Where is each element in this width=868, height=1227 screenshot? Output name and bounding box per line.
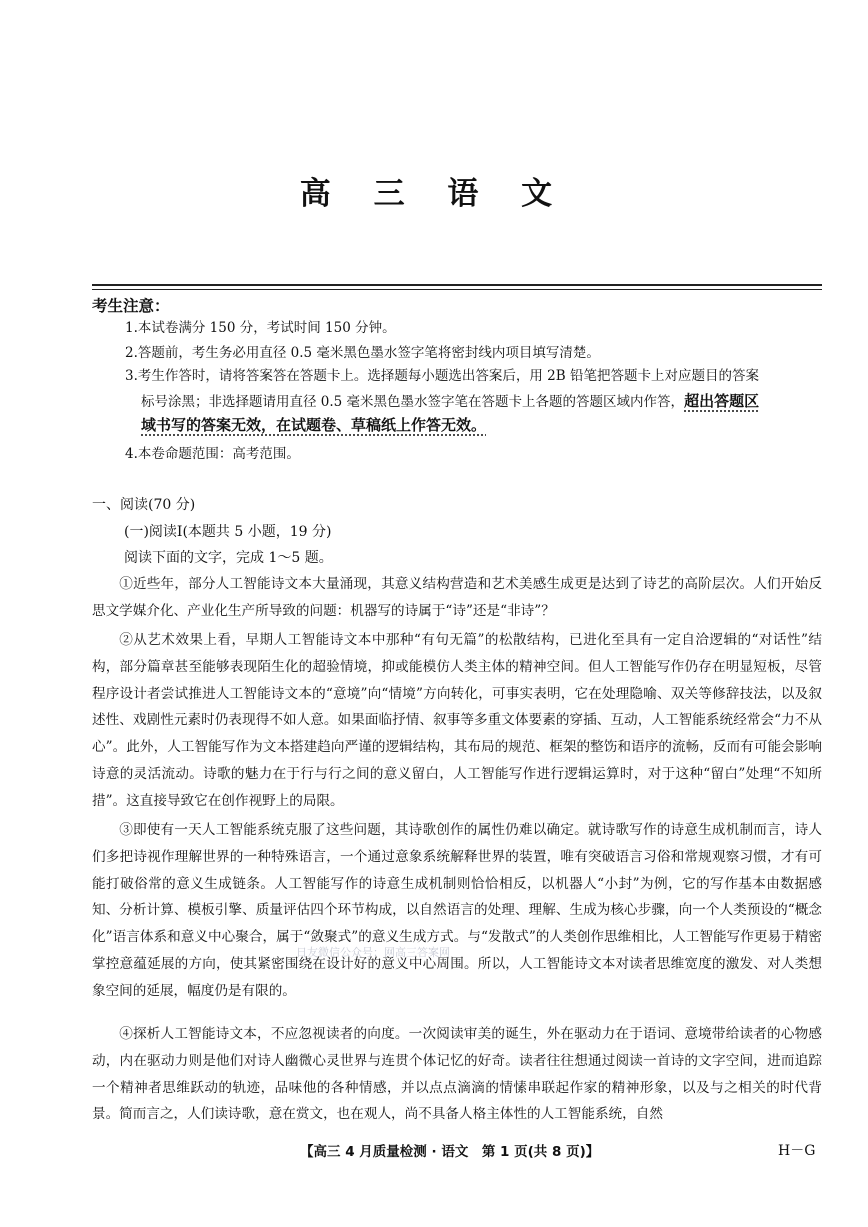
notice-emphasis-1: 超出答题区	[684, 392, 760, 410]
notice-emphasis-2: 域书写的答案无效，在试题卷、草稿纸上作答无效。	[141, 416, 487, 434]
reading-instruction: 阅读下面的文字，完成 1～5 题。	[124, 550, 333, 566]
notice-item-3-line1: 3.考生作答时，请将答案答在答题卡上。选择题每小题选出答案后，用 2B 铅笔把答题卡上对应题目的答案	[125, 368, 759, 384]
page-title: 高 三 语 文	[299, 176, 569, 212]
section-heading: 一、阅读(70 分)	[92, 497, 196, 513]
footer-label: 【高三 4 月质量检测 · 语文 第 1 页(共 8 页)】	[300, 1144, 600, 1160]
notice-item-3-line2	[141, 392, 759, 411]
passage-paragraph-3: ③即使有一天人工智能系统克服了这些问题，其诗歌创作的属性仍难以确定。就诗歌写作的诗意生成机制而言，诗人们多把诗视作理解世界的一种特殊语言，一个通过意象系统解释世界的装置，唯有突破语言习俗和常规观察习惯，才有可能打破俗常的意义生成链条。人工智能写作的诗意生成机制则恰恰相反，以机器人“小封”为例，它的写作基本由数据感知、分析计算、模板引擎、质量评估四个环节构成，以自然语言的处理、理解、生成为核心步骤，向一个人类预设的“概念化”语言体系和意义中心聚合，属于“敛聚式”的意义生成方式。与“发散式”的人类创作思维相比，人工智能写作更易于精密掌控意蕴延展的方向，使其紧密围绕在设计好的意义中心周围。所以，人工智能诗文本对读者思维宽度的激发、对人类想象空间的延展，幅度仍是有限的。	[92, 822, 822, 999]
notice-item-2: 2.答题前，考生务必用直径 0.5 毫米黑色墨水签字笔将密封线内项目填写清楚。	[125, 345, 600, 361]
passage-paragraph-2: ②从艺术效果上看，早期人工智能诗文本中那种“有句无篇”的松散结构，已进化至具有一定自洽逻辑的“对话性”结构，部分篇章甚至能够表现陌生化的超验情境，抑或能模仿人类主体的精神空间。但人工智能写作仍存在明显短板，尽管程序设计者尝试推进人工智能诗文本的“意境”向“情境”方向转化，可事实表明，它在处理隐喻、双关等修辞技法，以及叙述性、戏剧性元素时仍表现得不如人意。如果面临抒情、叙事等多重文体要素的穿插、互动，人工智能系统经常会“力不从心”。此外，人工智能写作为文本搭建趋向严谨的逻辑结构，其布局的规范、框架的整饬和语序的流畅，反而有可能会影响诗意的灵活流动。诗歌的魅力在于行与行之间的意义留白，人工智能写作进行逻辑运算时，对于这种“留白”处理“不知所措”。这直接导致它在创作视野上的局限。	[92, 632, 822, 809]
notice-item-1: 1.本试卷满分 150 分，考试时间 150 分钟。	[125, 320, 396, 336]
notice-item-3-line3	[141, 416, 486, 435]
notice-item-3-line2-text: 标号涂黑；非选择题请用直径 0.5 毫米黑色墨水签字笔在答题卡上各题的答题区域内作答，	[141, 394, 685, 410]
header-rule-thin	[92, 289, 822, 290]
passage-paragraph-1: ①近些年，部分人工智能诗文本大量涌现，其意义结构营造和艺术美感生成更是达到了诗艺的高阶层次。人们开始反思文学媒介化、产业化生产所导致的问题：机器写的诗属于“诗”还是“非诗”？	[92, 576, 822, 619]
notice-item-4: 4.本卷命题范围：高考范围。	[125, 446, 300, 462]
notice-heading: 考生注意：	[92, 297, 170, 315]
footer-code: H－G	[778, 1143, 816, 1159]
subsection-heading: (一)阅读Ⅰ(本题共 5 小题，19 分)	[124, 524, 332, 540]
header-rule-thick	[92, 284, 822, 286]
watermark: 日友微信公众号：网高三答案网	[296, 946, 450, 959]
passage-paragraph-4: ④探析人工智能诗文本，不应忽视读者的向度。一次阅读审美的诞生，外在驱动力在于语词、意境带给读者的心物感动，内在驱动力则是他们对诗人幽微心灵世界与连贯个体记忆的好奇。读者往往想通过阅读一首诗的文字空间，进而追踪一个精神者思维跃动的轨迹，品味他的各种情感，并以点点滴滴的情愫串联起作家的精神形象，以及与之相关的时代背景。简而言之，人们读诗歌，意在赏文，也在观人，尚不具备人格主体性的人工智能系统，自然	[92, 1026, 822, 1123]
